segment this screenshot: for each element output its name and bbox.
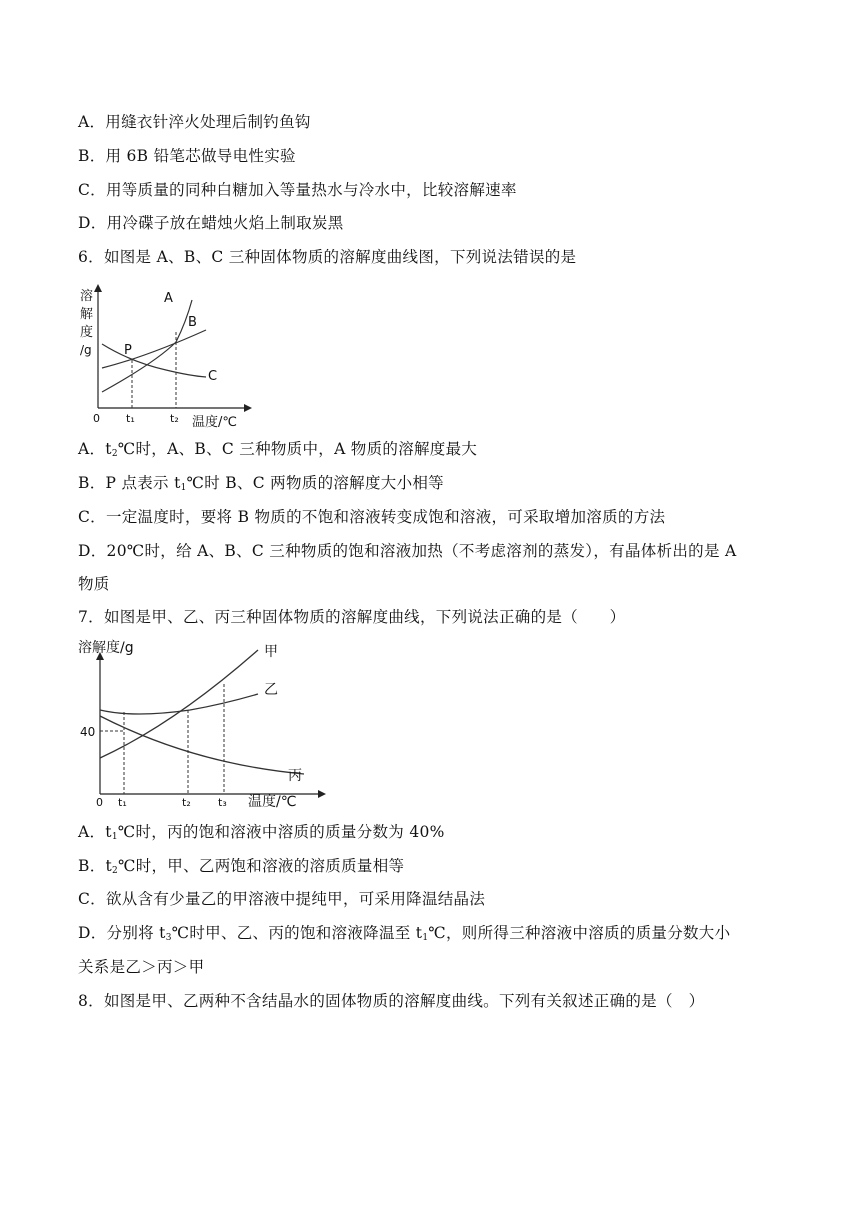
q7-option-d-cont: 关系是乙＞丙＞甲 bbox=[78, 958, 205, 976]
q5-option-c: C．用等质量的同种白糖加入等量热水与冷水中，比较溶解速率 bbox=[78, 181, 517, 199]
q7-ylabel: 溶解度/g bbox=[78, 640, 134, 656]
q6-curve-a bbox=[102, 300, 192, 392]
q7-t1-label: t₁ bbox=[118, 796, 127, 809]
q7-y40-label: 40 bbox=[80, 725, 96, 739]
q6-curve-b bbox=[102, 330, 206, 368]
q7-option-a: A．$t_1℃$时，丙的饱和溶液中溶质的质量分数为 40% bbox=[78, 823, 445, 842]
q7-option-d: D．分别将 $t_3℃$时甲、乙、丙的饱和溶液降温至 $t_1℃$，则所得三种溶液中溶质的质量分数大小 bbox=[78, 924, 731, 943]
q7-option-c: C．欲从含有少量乙的甲溶液中提纯甲，可采用降温结晶法 bbox=[78, 890, 486, 908]
q6-t2-label: t₂ bbox=[170, 412, 179, 425]
q6-label-p: P bbox=[124, 343, 132, 358]
q6-origin: 0 bbox=[93, 412, 100, 425]
q6-label-b: B bbox=[188, 315, 197, 330]
q7-label-bing: 丙 bbox=[288, 768, 302, 784]
q7-t2-label: t₂ bbox=[182, 796, 191, 809]
q5-option-a: A．用缝衣针淬火处理后制钓鱼钩 bbox=[78, 113, 311, 131]
q8-stem: 8．如图是甲、乙两种不含结晶水的固体物质的溶解度曲线。下列有关叙述正确的是（ ） bbox=[78, 992, 705, 1010]
q6-y-arrow bbox=[94, 284, 102, 292]
q6-option-c: C．一定温度时，要将 B 物质的不饱和溶液转变成饱和溶液，可采取增加溶质的方法 bbox=[78, 508, 666, 526]
q7-curve-bing bbox=[100, 716, 304, 774]
q7-option-b: B．$t_2℃$时，甲、乙两饱和溶液的溶质质量相等 bbox=[78, 857, 405, 876]
q6-option-b: B．P 点表示 $t_1℃$时 B、C 两物质的溶解度大小相等 bbox=[78, 474, 444, 493]
q7-curve-jia bbox=[100, 650, 258, 758]
q6-xlabel: 温度/℃ bbox=[192, 415, 237, 430]
q6-solubility-graph bbox=[76, 282, 256, 432]
q6-ylabel-4: /g bbox=[80, 343, 92, 357]
q6-x-arrow bbox=[244, 404, 252, 412]
q7-curve-yi bbox=[100, 694, 258, 714]
q6-option-d: D．20℃时，给 A、B、C 三种物质的饱和溶液加热（不考虑溶剂的蒸发），有晶体析出的是 A bbox=[78, 542, 737, 560]
q5-option-b: B．用 6B 铅笔芯做导电性实验 bbox=[78, 147, 296, 165]
q7-label-jia: 甲 bbox=[264, 644, 278, 660]
q7-x-arrow bbox=[318, 790, 326, 798]
q7-xlabel: 温度/℃ bbox=[248, 794, 297, 810]
q7-label-yi: 乙 bbox=[264, 682, 278, 698]
q6-t1-label: t₁ bbox=[126, 412, 135, 425]
q7-t3-label: t₃ bbox=[218, 796, 227, 809]
q6-option-d-cont: 物质 bbox=[78, 575, 110, 593]
q6-label-a: A bbox=[164, 291, 173, 306]
q6-label-c: C bbox=[208, 369, 218, 384]
q6-ylabel-2: 解 bbox=[80, 307, 94, 322]
q5-option-d: D．用冷碟子放在蜡烛火焰上制取炭黑 bbox=[78, 214, 344, 232]
q6-ylabel-3: 度 bbox=[80, 325, 94, 340]
q7-origin: 0 bbox=[96, 796, 103, 809]
q7-solubility-graph bbox=[74, 634, 334, 814]
q7-stem: 7．如图是甲、乙、丙三种固体物质的溶解度曲线，下列说法正确的是（ ） bbox=[78, 608, 626, 626]
q6-stem: 6．如图是 A、B、C 三种固体物质的溶解度曲线图，下列说法错误的是 bbox=[78, 248, 577, 266]
q6-ylabel-1: 溶 bbox=[80, 289, 94, 304]
q6-option-a: A．$t_2℃$时，A、B、C 三种物质中，A 物质的溶解度最大 bbox=[78, 440, 478, 459]
